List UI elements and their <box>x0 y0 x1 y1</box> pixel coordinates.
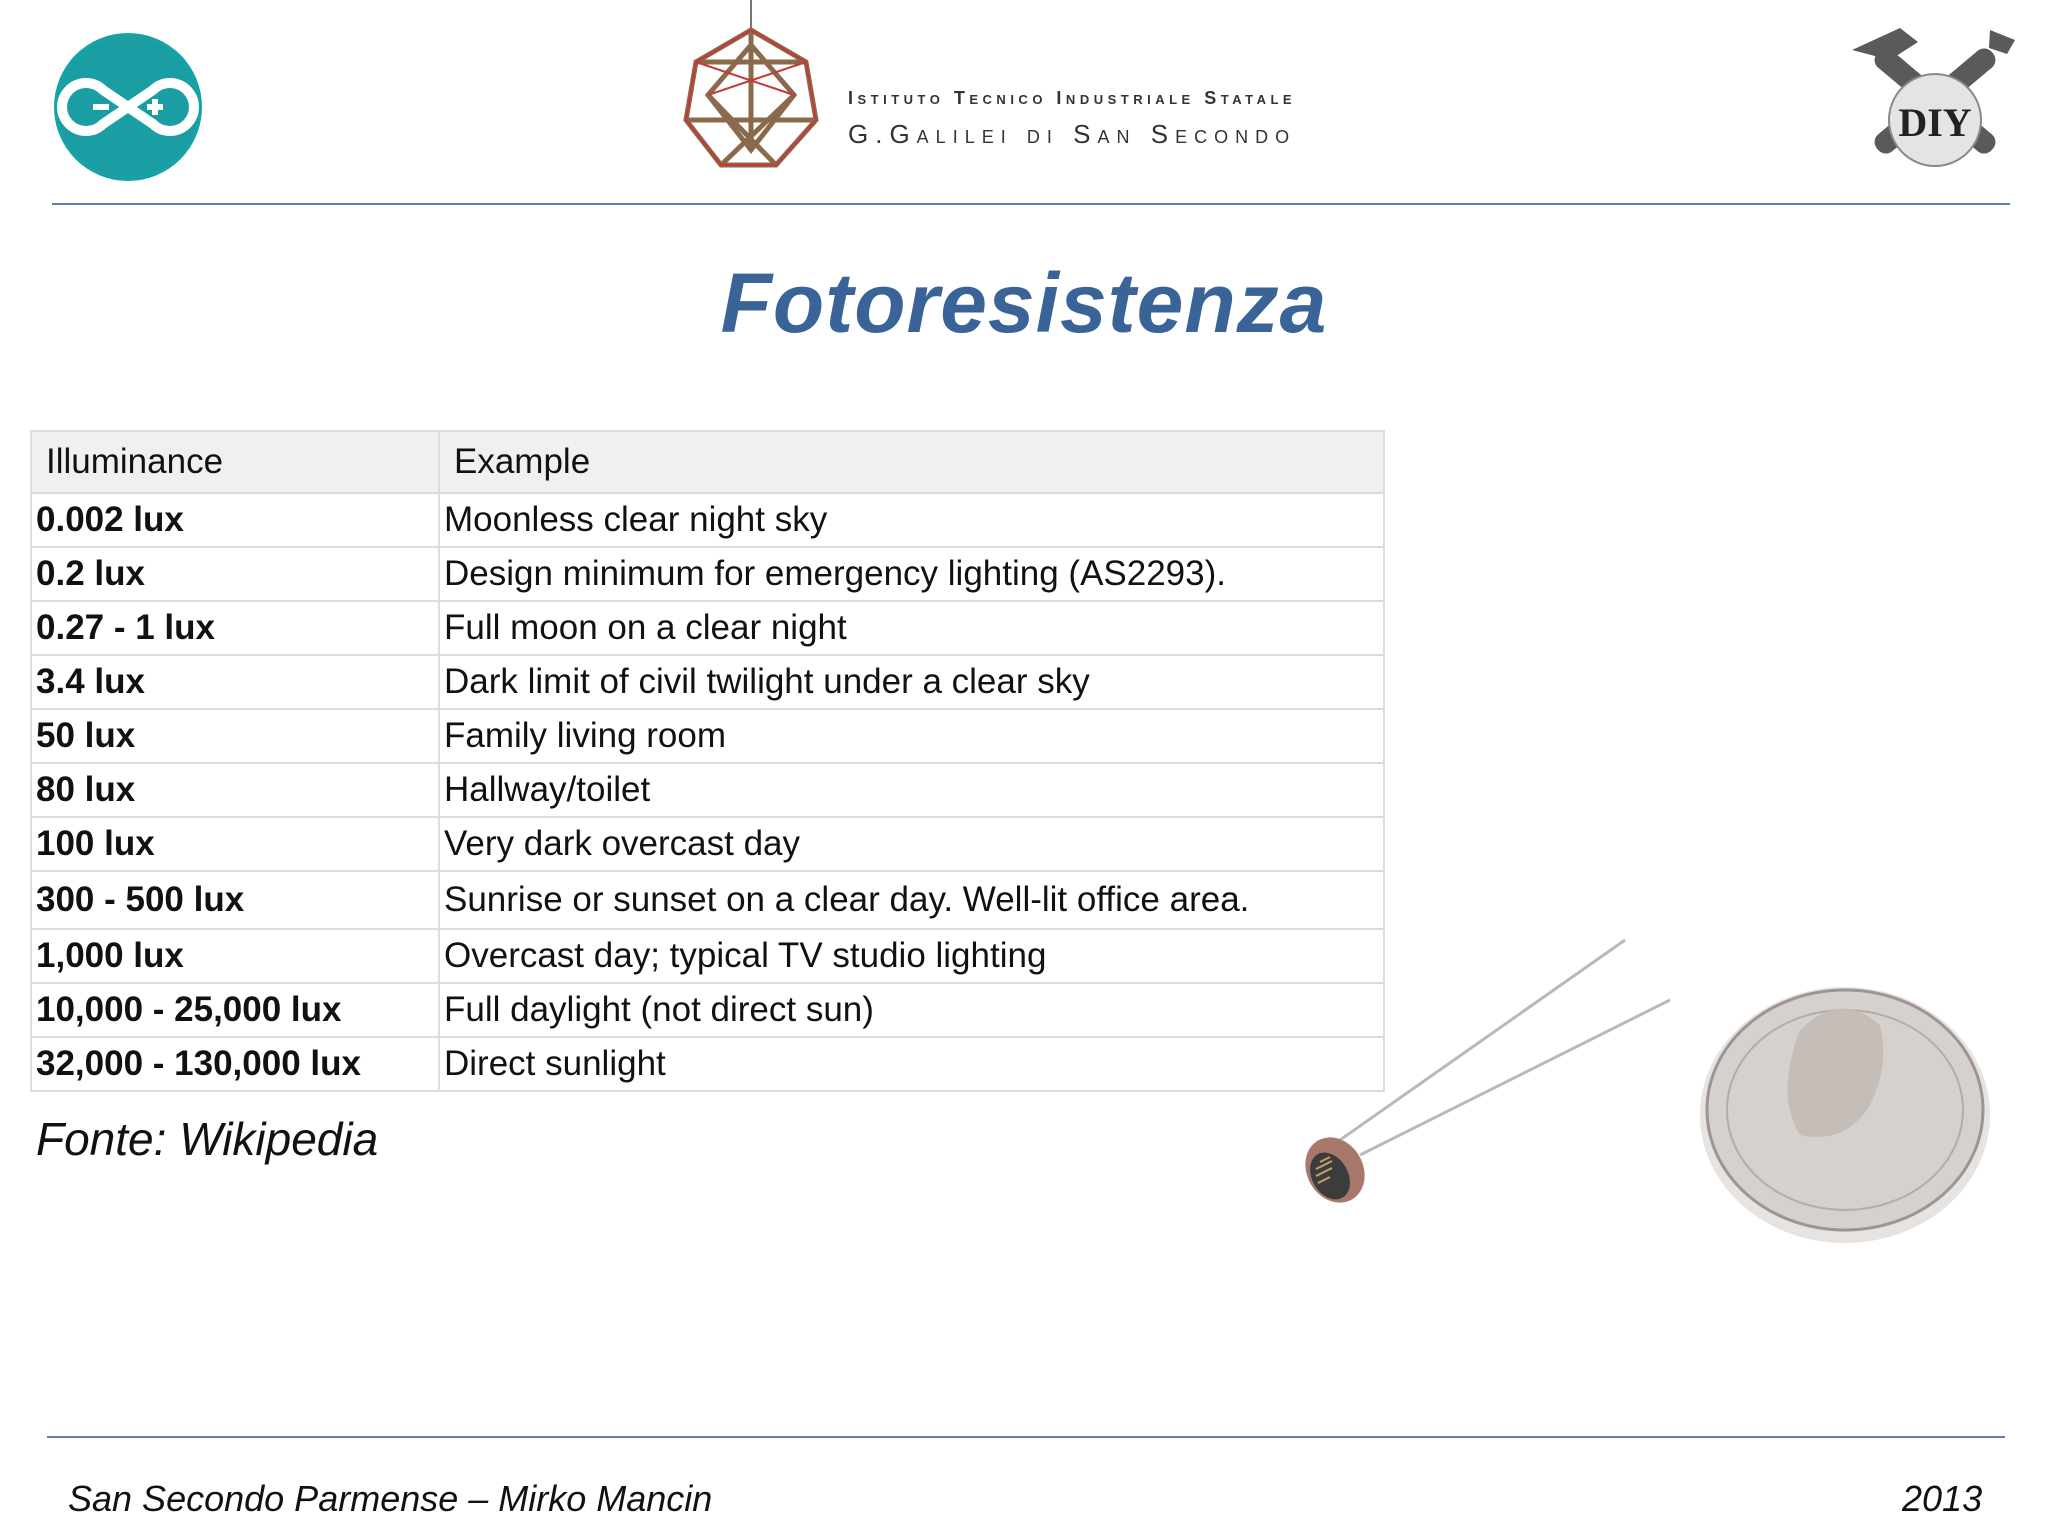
photoresistor-icon <box>1294 940 1670 1213</box>
table-row <box>31 1037 1384 1091</box>
illuminance-cell: 32,000 - 130,000 lux <box>31 1037 439 1091</box>
arduino-logo-icon <box>53 32 203 182</box>
example-cell: Direct sunlight <box>439 1037 1384 1091</box>
example-cell: Design minimum for emergency lighting (AS2293). <box>439 547 1384 601</box>
example-cell: Dark limit of civil twilight under a clear sky <box>439 655 1384 709</box>
illuminance-cell: 1,000 lux <box>31 929 439 983</box>
illuminance-cell: 0.2 lux <box>31 547 439 601</box>
page-title: Fotoresistenza <box>720 256 1328 350</box>
footer-divider <box>47 1436 2005 1438</box>
table-header-row <box>31 431 1384 493</box>
illuminance-cell: 10,000 - 25,000 lux <box>31 983 439 1037</box>
illuminance-cell: 0.27 - 1 lux <box>31 601 439 655</box>
illuminance-cell: 300 - 500 lux <box>31 871 439 929</box>
illuminance-cell: 3.4 lux <box>31 655 439 709</box>
illuminance-table <box>30 430 1385 1092</box>
example-cell: Full moon on a clear night <box>439 601 1384 655</box>
table-row <box>31 601 1384 655</box>
school-emblem-icon <box>676 0 826 180</box>
illuminance-cell: 0.002 lux <box>31 493 439 547</box>
column-header-example: Example <box>439 431 1384 493</box>
column-header-illuminance: Illuminance <box>31 431 439 493</box>
footer-year: 2013 <box>1902 1478 1983 1519</box>
school-name-line2: G.Galilei di San Secondo <box>848 119 1297 149</box>
table-row <box>31 871 1384 929</box>
example-cell: Overcast day; typical TV studio lighting <box>439 929 1384 983</box>
hammer-wrench-icon <box>1840 20 2030 190</box>
photoresistor-photo <box>1280 930 2020 1250</box>
table-row <box>31 493 1384 547</box>
example-cell: Very dark overcast day <box>439 817 1384 871</box>
table-row <box>31 983 1384 1037</box>
table-row <box>31 655 1384 709</box>
example-cell: Sunrise or sunset on a clear day. Well-lit office area. <box>439 871 1384 929</box>
illuminance-cell: 80 lux <box>31 763 439 817</box>
example-cell: Moonless clear night sky <box>439 493 1384 547</box>
example-cell: Family living room <box>439 709 1384 763</box>
table-row <box>31 547 1384 601</box>
table-row <box>31 709 1384 763</box>
illuminance-cell: 100 lux <box>31 817 439 871</box>
header-divider <box>52 203 2010 205</box>
illuminance-cell: 50 lux <box>31 709 439 763</box>
example-cell: Hallway/toilet <box>439 763 1384 817</box>
table-row <box>31 763 1384 817</box>
diy-logo <box>1840 20 2030 190</box>
source-note: Fonte: Wikipedia <box>36 1113 379 1165</box>
table-row <box>31 817 1384 871</box>
footer-author: San Secondo Parmense – Mirko Mancin <box>68 1478 713 1519</box>
table-row <box>31 929 1384 983</box>
diy-text: DIY <box>1898 100 1972 145</box>
school-name <box>848 88 1296 150</box>
school-name-line1: Istituto Tecnico Industriale Statale <box>848 88 1297 108</box>
coin-icon <box>1700 987 1990 1243</box>
example-cell: Full daylight (not direct sun) <box>439 983 1384 1037</box>
